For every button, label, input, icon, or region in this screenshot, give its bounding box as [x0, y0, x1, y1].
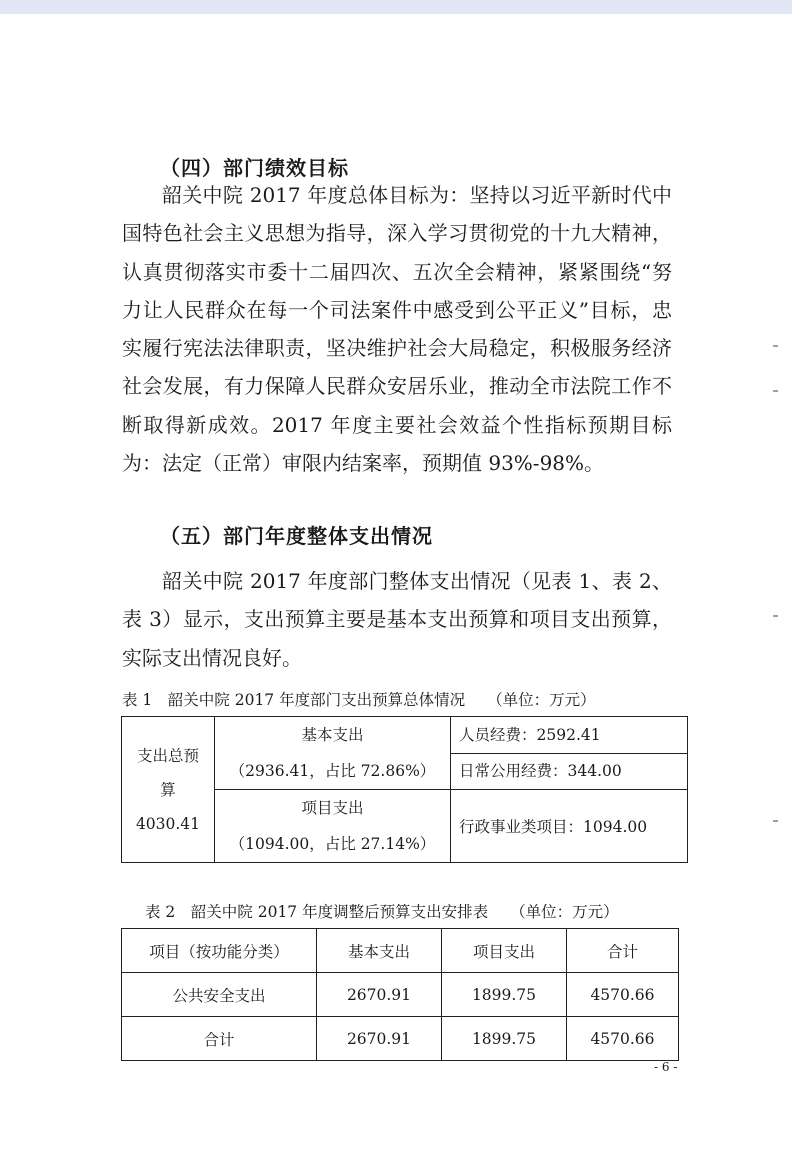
header-basic: 基本支出	[317, 929, 442, 973]
expenditure-paragraph	[122, 562, 672, 677]
table-row	[122, 1017, 679, 1061]
section-heading-performance-goals: （四）部门绩效目标	[160, 156, 349, 180]
scan-mark	[773, 820, 778, 822]
total-label-line2: 算	[160, 780, 176, 799]
row-basic: 2670.91	[317, 1017, 442, 1061]
section-heading-expenditure: （五）部门年度整体支出情况	[160, 524, 433, 548]
header-project: 项目支出	[442, 929, 567, 973]
scan-mark	[773, 390, 778, 392]
project-detail: （1094.00，占比 27.14%）	[229, 835, 436, 853]
paragraph-text: 韶关中院 2017 年度部门整体支出情况（见表 1、表 2、表 3）显示，支出预算主要是基本支出预算和项目支出预算，实际支出情况良好。	[122, 569, 672, 670]
basic-label: 基本支出	[301, 726, 364, 744]
row-project: 1899.75	[442, 1017, 567, 1061]
budget-overview-table	[121, 716, 688, 863]
scan-mark	[773, 615, 778, 617]
table2-caption	[145, 900, 619, 922]
admin-project-cell: 行政事业类项目：1094.00	[451, 790, 688, 863]
row-category: 合计	[122, 1017, 317, 1061]
table-header-row	[122, 929, 679, 973]
table1-title: 表 1 韶关中院 2017 年度部门支出预算总体情况	[122, 691, 466, 709]
personnel-cost: 人员经费：2592.41	[459, 726, 601, 744]
page-number: - 6 -	[654, 1060, 678, 1074]
table2-unit: （单位：万元）	[510, 903, 619, 921]
row-project: 1899.75	[442, 973, 567, 1017]
header-total: 合计	[567, 929, 679, 973]
total-value: 4030.41	[135, 814, 201, 833]
adjusted-budget-table	[121, 928, 679, 1061]
project-label: 项目支出	[301, 799, 364, 817]
row-basic: 2670.91	[317, 973, 442, 1017]
row-category: 公共安全支出	[122, 973, 317, 1017]
table1-caption	[122, 688, 596, 710]
paragraph-text: 韶关中院 2017 年度总体目标为：坚持以习近平新时代中国特色社会主义思想为指导，深入学习贯彻党的十九大精神，认真贯彻落实市委十二届四次、五次全会精神，紧紧围绕“努力让人民群众在每一个司法案件中感受到公平正义”目标，忠实履行宪法法律职责，坚决维护社会大局稳定，积极服务经济社会发展，有力保障人民群众安居乐业，推动全市法院工作不断取得新成效。2017 年度主要社会效益个性指标预期目标为：法定（正常）审限内结案率，预期值 93%-98%。	[122, 183, 672, 476]
basic-expenditure-cell	[215, 717, 451, 790]
basic-breakdown-cell	[451, 717, 688, 790]
scan-mark	[773, 345, 778, 347]
header-category: 项目（按功能分类）	[122, 929, 317, 973]
total-budget-cell	[122, 717, 215, 863]
public-use-cost: 日常公用经费：344.00	[451, 753, 687, 789]
row-total: 4570.66	[567, 1017, 679, 1061]
basic-detail: （2936.41，占比 72.86%）	[229, 762, 436, 780]
total-label-line1: 支出总预	[136, 746, 199, 765]
row-total: 4570.66	[567, 973, 679, 1017]
table2-title: 表 2 韶关中院 2017 年度调整后预算支出安排表	[145, 903, 489, 921]
scan-top-border	[0, 0, 792, 14]
performance-goals-paragraph	[122, 176, 672, 482]
table1-unit: （单位：万元）	[487, 691, 596, 709]
project-expenditure-cell	[215, 790, 451, 863]
table-row	[122, 973, 679, 1017]
